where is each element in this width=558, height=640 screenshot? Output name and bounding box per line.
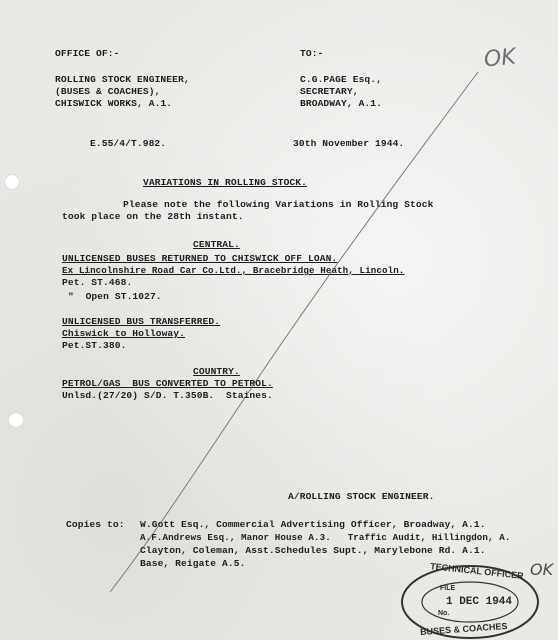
signature-line: A/ROLLING STOCK ENGINEER. [288, 491, 435, 502]
transfer-line: Pet.ST.380. [62, 340, 127, 351]
intro-line-2: took place on the 28th instant. [62, 211, 244, 222]
country-subheading: PETROL/GAS BUS CONVERTED TO PETROL. [62, 378, 273, 389]
intro-line-1: Please note the following Variations in Rolling Stock [123, 199, 434, 210]
copies-line-3: Clayton, Coleman, Asst.Schedules Supt., Marylebone Rd. A.1. [140, 545, 486, 556]
copies-line-2: A.F.Andrews Esq., Manor House A.3. Traffic Audit, Hillingdon, A. [140, 532, 511, 543]
reference-number: E.55/4/T.982. [90, 138, 167, 149]
to-label: TO:- [300, 48, 324, 59]
copies-line-4: Base, Reigate A.5. [140, 558, 246, 569]
central-line-2: " Open ST.1027. [68, 291, 162, 302]
country-heading: COUNTRY. [193, 366, 240, 377]
stamp-no-label: No. [438, 610, 450, 617]
office-line-3: CHISWICK WORKS, A.1. [55, 98, 173, 109]
copies-label: Copies to: [66, 519, 125, 530]
stamp-file-label: FILE [440, 585, 456, 592]
office-of-label: OFFICE OF:- [55, 48, 120, 59]
handwritten-initials-top: OK [482, 44, 517, 73]
to-line-1: C.G.PAGE Esq., [300, 74, 383, 85]
to-line-3: BROADWAY, A.1. [300, 98, 383, 109]
central-subheading: UNLICENSED BUSES RETURNED TO CHISWICK OFF LOAN. [62, 253, 338, 264]
stamp-bottom-text: BUSES & COACHES [419, 620, 508, 638]
transfer-route: Chiswick to Holloway. [62, 328, 186, 339]
country-line: Unlsd.(27/20) S/D. T.350B. Staines. [62, 390, 273, 401]
to-line-2: SECRETARY, [300, 86, 359, 97]
central-heading: CENTRAL. [193, 239, 240, 250]
central-from-line: Ex Lincolnshire Road Car Co.Ltd., Bracebridge Heath, Lincoln. [62, 265, 405, 276]
copies-line-1: W.Gott Esq., Commercial Advertising Officer, Broadway, A.1. [140, 519, 486, 530]
technical-officer-stamp [398, 560, 548, 640]
central-line-1: Pet. ST.468. [62, 277, 133, 288]
office-line-2: (BUSES & COACHES), [55, 86, 161, 97]
transfer-heading: UNLICENSED BUS TRANSFERRED. [62, 316, 221, 327]
stamp-date: 1 DEC 1944 [446, 596, 513, 608]
document-title: VARIATIONS IN ROLLING STOCK. [143, 177, 308, 188]
office-line-1: ROLLING STOCK ENGINEER, [55, 74, 190, 85]
handwritten-initials-margin: OK [530, 560, 554, 579]
letter-date: 30th November 1944. [293, 138, 405, 149]
stamp-top-text: TECHNICAL OFFICER [429, 561, 525, 581]
